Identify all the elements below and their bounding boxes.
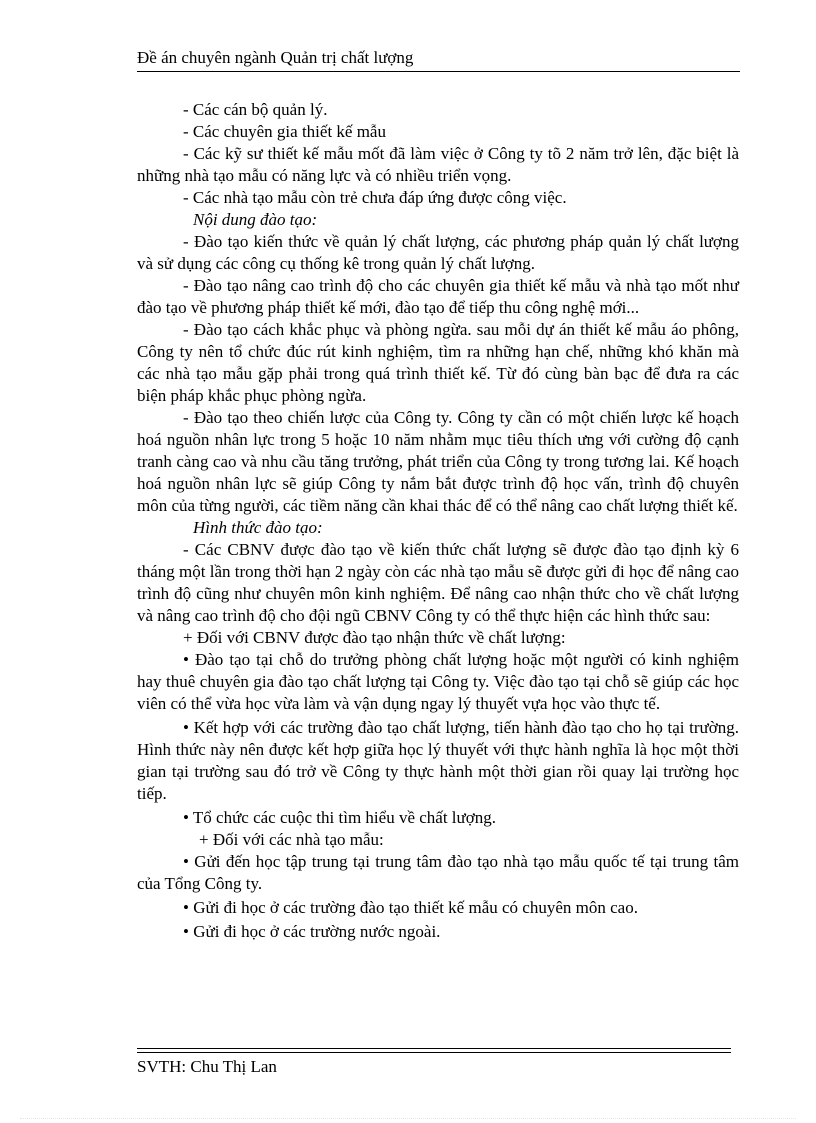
paragraph: - Đào tạo kiến thức về quản lý chất lượng, các phương pháp quản lý chất lượng và sử dụng các công cụ thống kê trong quản lý chất lượng. — [137, 232, 739, 273]
section-heading: Hình thức đào tạo: — [193, 518, 323, 537]
section-heading: Nội dung đào tạo: — [193, 210, 318, 229]
footer-rule-top — [137, 1048, 731, 1049]
bullet-item: • Gửi đi học ở các trường nước ngoài. — [183, 922, 441, 941]
paragraph: - Đào tạo theo chiến lược của Công ty. Công ty cần có một chiến lược kế hoạch hoá nguồn nhân lực trong 5 hoặc 10 năm nhằm mục tiêu thích ưng với cường độ cạnh tranh càng cao và nhu cầu tăng trưởng, phát triển của Công ty trong tương lai. Kế hoạch hoá nguồn nhân lực sẽ giúp Công ty nắm bắt được trình độ học vấn, trình độ chuyên môn của từng người, các tiềm năng cần khai thác để có thể nâng cao chất lượng thiết kế. — [137, 408, 739, 515]
paragraph: - Các CBNV được đào tạo về kiến thức chất lượng sẽ được đào tạo định kỳ 6 tháng một lần trong thời hạn 2 ngày còn các nhà tạo mẫu sẽ được gửi đi học để nâng cao trình độ cũng như chuyên môn kinh nghiệm. Để nâng cao nhận thức cho về chất lượng và nâng cao trình độ cho đội ngũ CBNV Công ty có thể thực hiện các hình thức sau: — [137, 540, 739, 625]
bullet-item: • Gửi đến học tập trung tại trung tâm đào tạo nhà tạo mẫu quốc tế tại trung tâm của Tổng Công ty. — [137, 852, 739, 893]
page-header-title: Đề án chuyên ngành Quản trị chất lượng — [137, 48, 414, 67]
footer-rule-bottom — [137, 1052, 731, 1053]
page-edge-dotted-line — [20, 1118, 796, 1119]
paragraph: - Đào tạo cách khắc phục và phòng ngừa. sau mỗi dự án thiết kế mẫu áo phông, Công ty nên tổ chức đúc rút kinh nghiệm, tìm ra những hạn chế, những khó khăn mà các nhà tạo mẫu gặp phải trong quá trình thiết kế. Từ đó cùng bàn bạc để đưa ra các biện pháp khắc phục phòng ngừa. — [137, 320, 739, 405]
bullet-item: • Kết hợp với các trường đào tạo chất lượng, tiến hành đào tạo cho họ tại trường. Hình thức này nên được kết hợp giữa học lý thuyết với thực hành nghĩa là học một thời gian tại trường sau đó trở về Công ty thực hành một thời gian rồi quay lại trường học tiếp. — [137, 718, 739, 803]
header-rule — [137, 71, 740, 72]
paragraph: - Đào tạo nâng cao trình độ cho các chuyên gia thiết kế mẫu và nhà tạo mốt như đào tạo về phương pháp thiết kế mới, đào tạo để tiếp thu công nghệ mới... — [137, 276, 739, 317]
paragraph: - Các chuyên gia thiết kế mẫu — [183, 122, 386, 141]
sub-heading: + Đối với các nhà tạo mẫu: — [199, 830, 384, 849]
paragraph: - Các kỹ sư thiết kế mẫu mốt đã làm việc ở Công ty tõ 2 năm trở lên, đặc biệt là những nhà tạo mẫu có năng lực và có nhiều triển vọng. — [137, 144, 739, 185]
paragraph: - Các cán bộ quản lý. — [183, 100, 328, 119]
bullet-item: • Tổ chức các cuộc thi tìm hiểu về chất lượng. — [183, 808, 496, 827]
paragraph: - Các nhà tạo mẫu còn trẻ chưa đáp ứng được công việc. — [183, 188, 567, 207]
sub-heading: + Đối với CBNV được đào tạo nhận thức về chất lượng: — [183, 628, 566, 647]
bullet-item: • Gửi đi học ở các trường đào tạo thiết kế mẫu có chuyên môn cao. — [183, 898, 638, 917]
document-body — [137, 99, 739, 943]
footer-author: SVTH: Chu Thị Lan — [137, 1057, 277, 1076]
bullet-item: • Đào tạo tại chỗ do trưởng phòng chất lượng hoặc một người có kinh nghiệm hay thuê chuyên gia đào tạo chất lượng tại Công ty. Việc đào tạo tại chỗ sẽ giúp các học viên có thể vừa học vừa làm và vận dụng ngay lý thuyết vựa học vào thực tế. — [137, 650, 739, 713]
